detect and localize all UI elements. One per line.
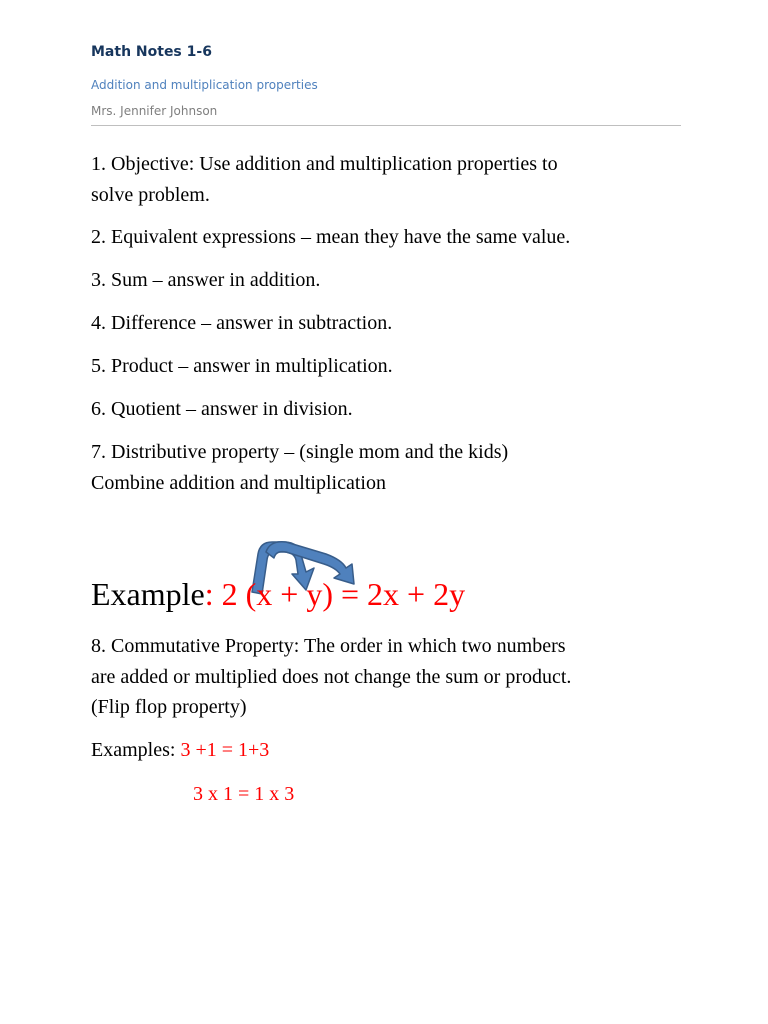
distributive-example	[91, 572, 465, 616]
document-title: Math Notes 1-6	[91, 44, 212, 60]
example-label: Example	[91, 576, 205, 612]
note-item-1-line-2: solve problem.	[91, 184, 210, 206]
note-item-8-line-2: are added or multiplied does not change the sum or product.	[91, 666, 572, 688]
header-divider	[91, 125, 681, 126]
note-item-5: 5. Product – answer in multiplication.	[91, 355, 393, 377]
note-item-2: 2. Equivalent expressions – mean they have the same value.	[91, 226, 571, 248]
note-item-3: 3. Sum – answer in addition.	[91, 269, 321, 291]
examples-label: Examples:	[91, 739, 181, 761]
document-author: Mrs. Jennifer Johnson	[91, 104, 218, 118]
examples-equation-1: 3 +1 = 1+3	[180, 739, 270, 761]
note-item-7-line-2: Combine addition and multiplication	[91, 472, 386, 494]
note-item-6: 6. Quotient – answer in division.	[91, 398, 353, 420]
note-item-8-line-3: (Flip flop property)	[91, 696, 247, 718]
examples-equation-2: 3 x 1 = 1 x 3	[193, 783, 295, 805]
commutative-examples	[91, 735, 269, 765]
document-subtitle: Addition and multiplication properties	[91, 78, 318, 92]
note-item-4: 4. Difference – answer in subtraction.	[91, 312, 393, 334]
example-expression: : 2 (x + y) = 2x + 2y	[204, 576, 466, 612]
note-item-8-line-1: 8. Commutative Property: The order in which two numbers	[91, 635, 566, 657]
note-item-1-line-1: 1. Objective: Use addition and multiplication properties to	[91, 153, 558, 175]
note-item-7-line-1: 7. Distributive property – (single mom and the kids)	[91, 441, 509, 463]
